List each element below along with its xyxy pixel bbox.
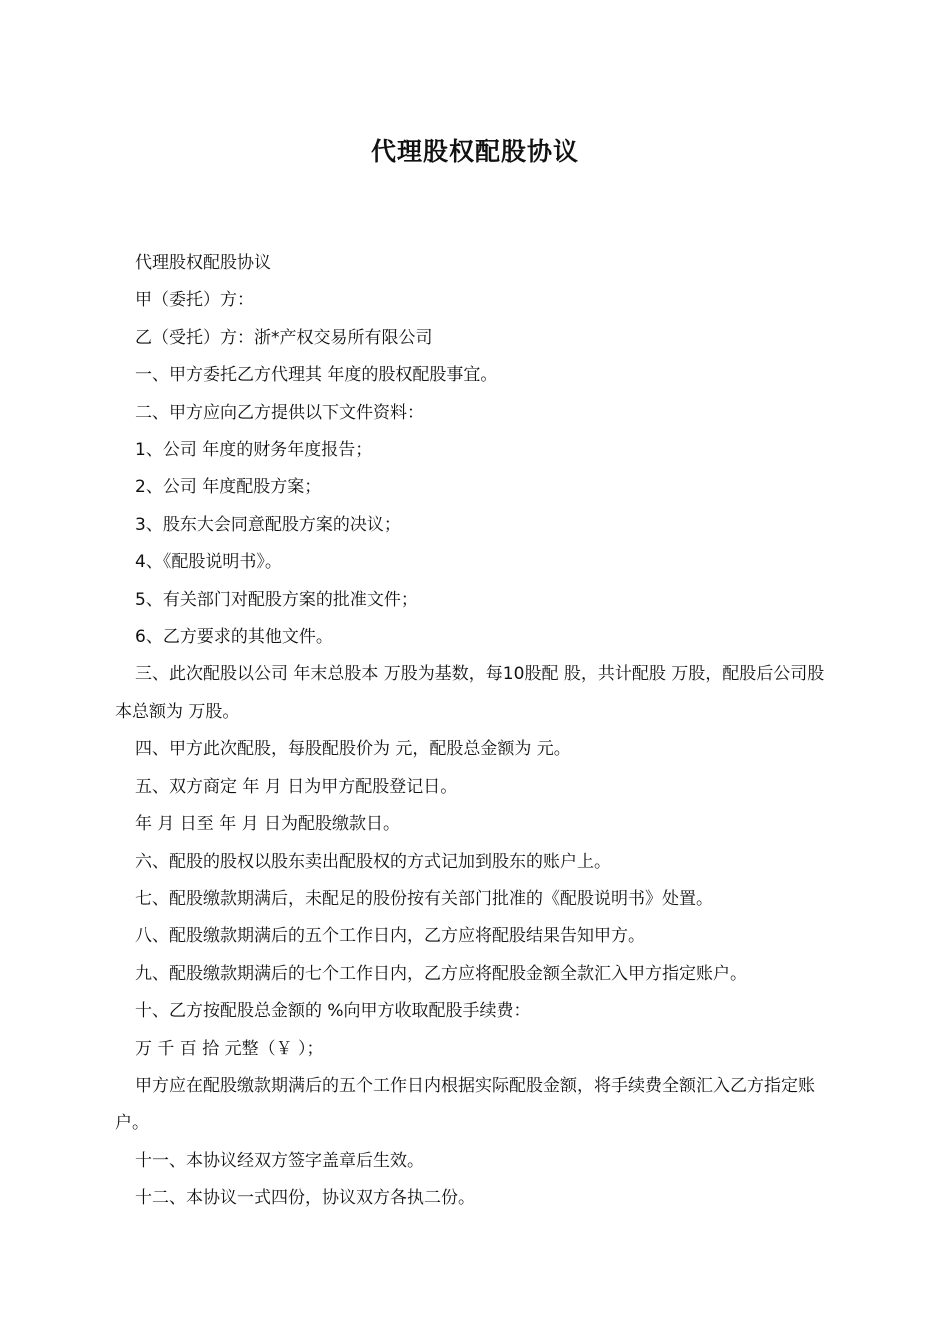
clause-10: 十、乙方按配股总金额的 %向甲方收取配股手续费： <box>135 1001 531 1022</box>
clause-2-item-4: 4、《配股说明书》。 <box>135 552 282 573</box>
clause-2: 二、甲方应向乙方提供以下文件资料： <box>135 402 424 423</box>
clause-9: 九、配股缴款期满后的七个工作日内，乙方应将配股金额全款汇入甲方指定账户。 <box>135 963 747 984</box>
document-body <box>115 245 835 1218</box>
clause-7: 七、配股缴款期满后，未配足的股份按有关部门批准的《配股说明书》处置。 <box>135 888 713 909</box>
paragraph-heading: 代理股权配股协议 <box>135 253 271 273</box>
clause-6: 六、配股的股权以股东卖出配股权的方式记加到股东的账户上。 <box>135 851 611 872</box>
clause-10-payment: 甲方应在配股缴款期满后的五个工作日内根据实际配股金额，将手续费全额汇入乙方指定账户。 <box>115 1075 815 1134</box>
clause-10-amount: 万 千 百 拾 元整（￥ ）； <box>135 1038 324 1059</box>
clause-2-item-1: 1、公司 年度的财务年度报告； <box>135 440 373 461</box>
clause-2-item-3: 3、股东大会同意配股方案的决议； <box>135 514 401 535</box>
clause-5: 五、双方商定 年 月 日为甲方配股登记日。 <box>135 776 458 797</box>
party-b: 乙（受托）方：浙*产权交易所有限公司 <box>135 327 433 348</box>
clause-5-payment-dates: 年 月 日至 年 月 日为配股缴款日。 <box>135 814 401 835</box>
clause-2-item-6: 6、乙方要求的其他文件。 <box>135 627 333 648</box>
clause-3: 三、此次配股以公司 年末总股本 万股为基数，每10股配 股，共计配股 万股，配股后公司股本总额为 万股。 <box>115 664 825 722</box>
document-title: 代理股权配股协议 <box>370 137 579 166</box>
party-a: 甲（委托）方： <box>135 290 254 311</box>
clause-11: 十一、本协议经双方签字盖章后生效。 <box>135 1150 424 1171</box>
clause-12: 十二、本协议一式四份，协议双方各执二份。 <box>135 1188 475 1209</box>
clause-2-item-5: 5、有关部门对配股方案的批准文件； <box>135 589 418 610</box>
clause-4: 四、甲方此次配股，每股配股价为 元，配股总金额为 元。 <box>135 739 571 760</box>
clause-1: 一、甲方委托乙方代理其 年度的股权配股事宜。 <box>135 365 498 386</box>
clause-8: 八、配股缴款期满后的五个工作日内，乙方应将配股结果告知甲方。 <box>135 926 645 947</box>
clause-2-item-2: 2、公司 年度配股方案； <box>135 477 322 498</box>
